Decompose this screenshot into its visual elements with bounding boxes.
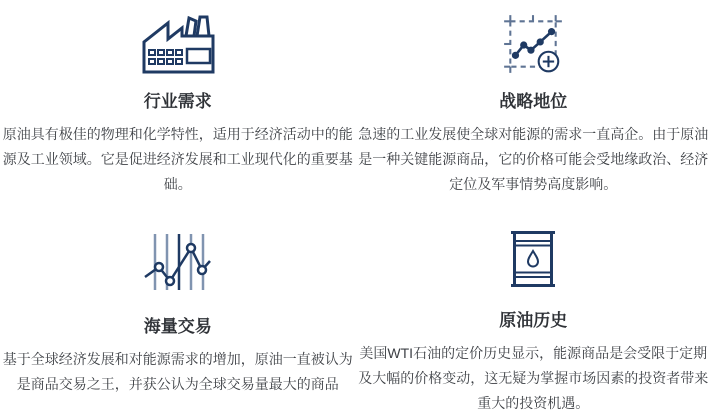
feature-card-strategic-position <box>356 0 711 207</box>
feature-card-massive-trading <box>0 207 356 414</box>
oil-barrel-icon <box>508 229 558 289</box>
feature-description: 基于全球经济发展和对能源需求的增加，原油一直被认为是商品交易之王，并获公认为全球交易量最大的商品 <box>0 347 356 397</box>
feature-description: 美国WTI石油的定价历史显示，能源商品是会受限于定期及大幅的价格变动，这无疑为掌握市场因素的投资者带来重大的投资机遇。 <box>356 341 711 416</box>
feature-description: 急速的工业发展使全球对能源的需求一直高企。由于原油是一种关键能源商品，它的价格可能会受地缘政治、经济定位及军事情势高度影响。 <box>356 122 711 197</box>
feature-title: 原油历史 <box>499 311 567 331</box>
feature-title: 海量交易 <box>144 317 212 337</box>
feature-title: 战略地位 <box>499 92 567 112</box>
feature-card-industry-demand <box>0 0 356 207</box>
factory-icon <box>139 8 217 80</box>
feature-title: 行业需求 <box>144 92 212 112</box>
feature-description: 原油具有极佳的物理和化学特性，适用于经济活动中的能源及工业领域。它是促进经济发展和工业现代化的重要基础。 <box>0 122 356 197</box>
market-chart-icon <box>144 229 212 295</box>
chart-zoom-icon <box>500 8 566 80</box>
feature-card-oil-history <box>356 207 711 414</box>
